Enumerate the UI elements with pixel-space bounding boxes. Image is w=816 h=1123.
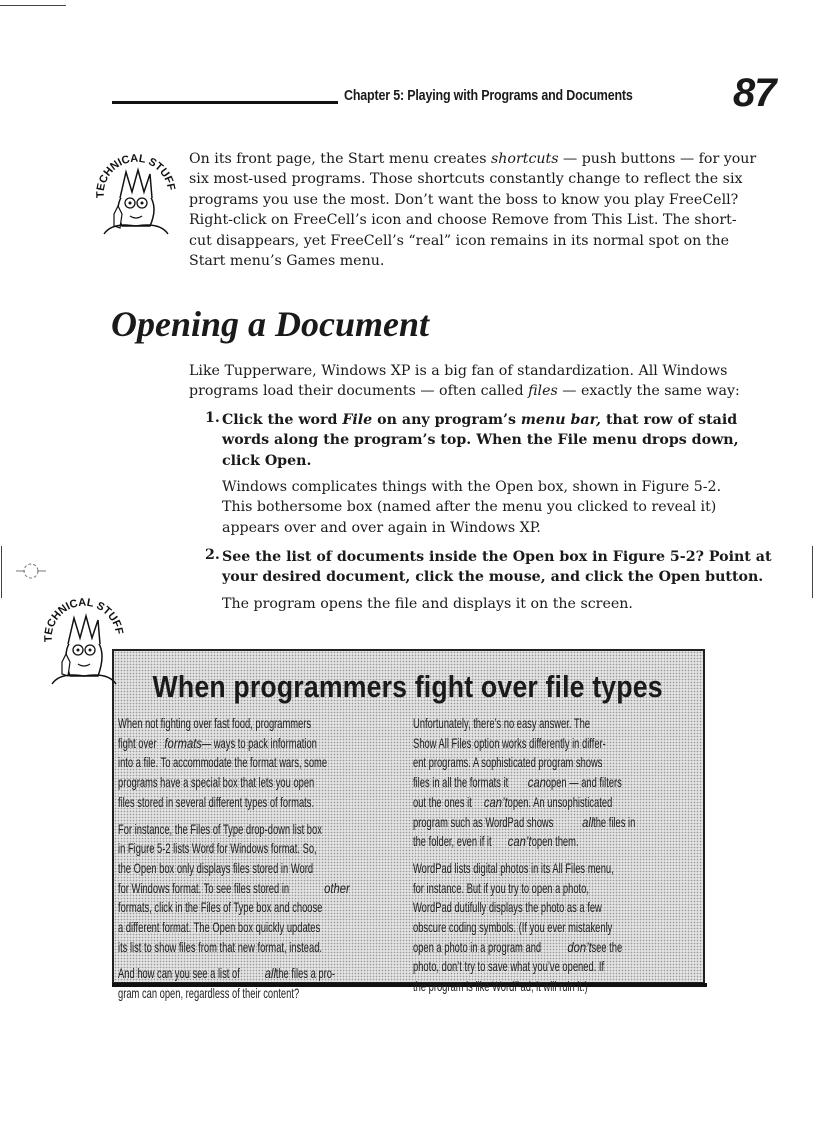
sidebar-line: Unfortunately, there’s no easy answer. The <box>413 716 590 731</box>
step-line: click Open. <box>222 452 312 469</box>
sidebar-line: WordPad lists digital photos in its All Files menu, <box>413 860 614 876</box>
sidebar-line: open a photo in a program anddon’tsee the <box>413 939 623 955</box>
sidebar-right-column <box>413 714 703 997</box>
paragraph-gap <box>413 852 703 859</box>
description-line: This bothersome box (named after the menu you clicked to reveal it) <box>222 499 717 516</box>
registration-mark <box>16 556 46 590</box>
paragraph-gap <box>118 957 408 964</box>
sidebar-line: the program is like WordPad, it will ruin it.) <box>413 979 588 995</box>
step-line: See the list of documents inside the Open box in Figure 5-2? Point at <box>222 549 772 565</box>
sidebar-line: fight overformats— ways to pack information <box>118 735 318 751</box>
step-line: Click the word File on any program’s menu bar, that row of staid <box>222 412 738 428</box>
crop-mark-left <box>1 546 2 598</box>
section-intro <box>189 361 740 402</box>
sidebar-line: files stored in several different types of formats. <box>118 794 315 810</box>
technical-note-paragraph <box>189 149 756 271</box>
description-line: The program opens the file and displays it on the screen. <box>222 596 633 612</box>
sidebar-line: for Windows format. To see files stored in other <box>118 880 350 896</box>
sidebar-line: the folder, even if itcan’topen them. <box>413 834 579 850</box>
emphasis: files <box>528 383 558 400</box>
technical-stuff-icon <box>92 148 180 236</box>
sidebar-line: obscure coding symbols. (If you ever mistakenly <box>413 920 613 936</box>
svg-text:TECHNICAL STUFF: TECHNICAL STUFF <box>42 596 126 643</box>
sidebar-line: in Figure 5-2 lists Word for Windows format. So, <box>118 841 317 857</box>
emphasis: all <box>582 814 594 830</box>
sidebar-line: into a file. To accommodate the format wars, some <box>118 755 328 771</box>
step-2-instruction <box>222 547 772 588</box>
step-line: words along the program’s top. When the File menu drops down, <box>222 432 739 449</box>
emphasis: can’t <box>507 834 532 850</box>
sidebar-line: formats, click in the Files of Type box and choose <box>118 900 323 916</box>
emphasis: formats <box>164 735 203 751</box>
sidebar-line: ent programs. A sophisticated program shows <box>413 755 603 771</box>
emphasis: can <box>527 775 546 791</box>
sidebar-title: When programmers fight over file types <box>152 669 664 704</box>
note-line: Start menu’s Games menu. <box>189 253 385 270</box>
description-line: Windows complicates things with the Open box, shown in Figure 5-2. <box>222 479 722 495</box>
sidebar-line: a different format. The Open box quickly updates <box>118 920 321 936</box>
emphasis: don’t <box>567 939 592 955</box>
emphasis: File <box>342 412 373 428</box>
sidebar-line: programs have a special box that lets you open <box>118 775 315 791</box>
emphasis: other <box>324 880 350 896</box>
note-line: Right-click on FreeCell’s icon and choose Remove from This List. The short- <box>189 212 737 229</box>
note-line: On its front page, the Start menu creates shortcuts — push buttons — for your <box>189 151 757 167</box>
note-line: cut disappears, yet FreeCell’s “real” icon remains in its normal spot on the <box>189 232 730 249</box>
sidebar-line: program such as WordPad showsallthe files in <box>413 814 636 830</box>
svg-text:TECHNICAL STUFF: TECHNICAL STUFF <box>94 152 178 199</box>
section-title: Opening a Document <box>111 304 430 344</box>
sidebar-line: for instance. But if you try to open a photo, <box>413 880 589 896</box>
sidebar-line: Show All Files option works differently in differ- <box>413 735 606 751</box>
intro-line: programs load their documents — often called files — exactly the same way: <box>189 383 740 400</box>
chapter-title: Chapter 5: Playing with Programs and Documents <box>344 88 633 104</box>
header-rule <box>112 101 338 104</box>
sidebar-line: WordPad dutifully displays the photo as a few <box>413 900 602 916</box>
step-line: your desired document, click the mouse, and click the Open button. <box>222 569 764 586</box>
emphasis: shortcuts <box>491 151 559 167</box>
step-1-instruction <box>222 410 739 471</box>
sidebar-line: the Open box only displays files stored in Word <box>118 860 314 876</box>
sidebar-line: photo, don’t try to save what you’ve opened. If <box>413 959 605 975</box>
emphasis: menu bar, <box>520 412 601 428</box>
sidebar-line: When not fighting over fast food, programmers <box>118 716 312 731</box>
step-2-description <box>222 594 633 614</box>
sidebar-line: out the ones itcan’topen. An unsophisticated <box>413 794 613 810</box>
sidebar-line: And how can you see a list ofallthe files a pro- <box>118 966 336 982</box>
page-number: 87 <box>733 71 776 115</box>
description-line: appears over and over again in Windows XP. <box>222 519 541 536</box>
paragraph-gap <box>118 813 408 820</box>
step-2-number: 2. <box>205 547 220 563</box>
intro-line: Like Tupperware, Windows XP is a big fan of standardization. All Windows <box>189 363 728 379</box>
crop-mark-right <box>812 546 813 598</box>
sidebar-left-column <box>118 714 408 1004</box>
sidebar-line: gram can open, regardless of their content? <box>118 986 300 1002</box>
step-1-number: 1. <box>205 410 220 426</box>
note-line: programs you use the most. Don’t want the boss to know you play FreeCell? <box>189 191 739 208</box>
sidebar-line: For instance, the Files of Type drop-down list box <box>118 821 322 837</box>
emphasis: all <box>264 966 277 982</box>
step-1-description <box>222 477 721 538</box>
emphasis: can’t <box>483 794 508 810</box>
sidebar-line: its list to show files from that new format, instead. <box>118 939 323 955</box>
note-line: six most-used programs. Those shortcuts constantly change to reflect the six <box>189 171 743 188</box>
sidebar-line: files in all the formats itcanopen — and filters <box>413 775 622 791</box>
crop-mark-top <box>0 5 66 6</box>
